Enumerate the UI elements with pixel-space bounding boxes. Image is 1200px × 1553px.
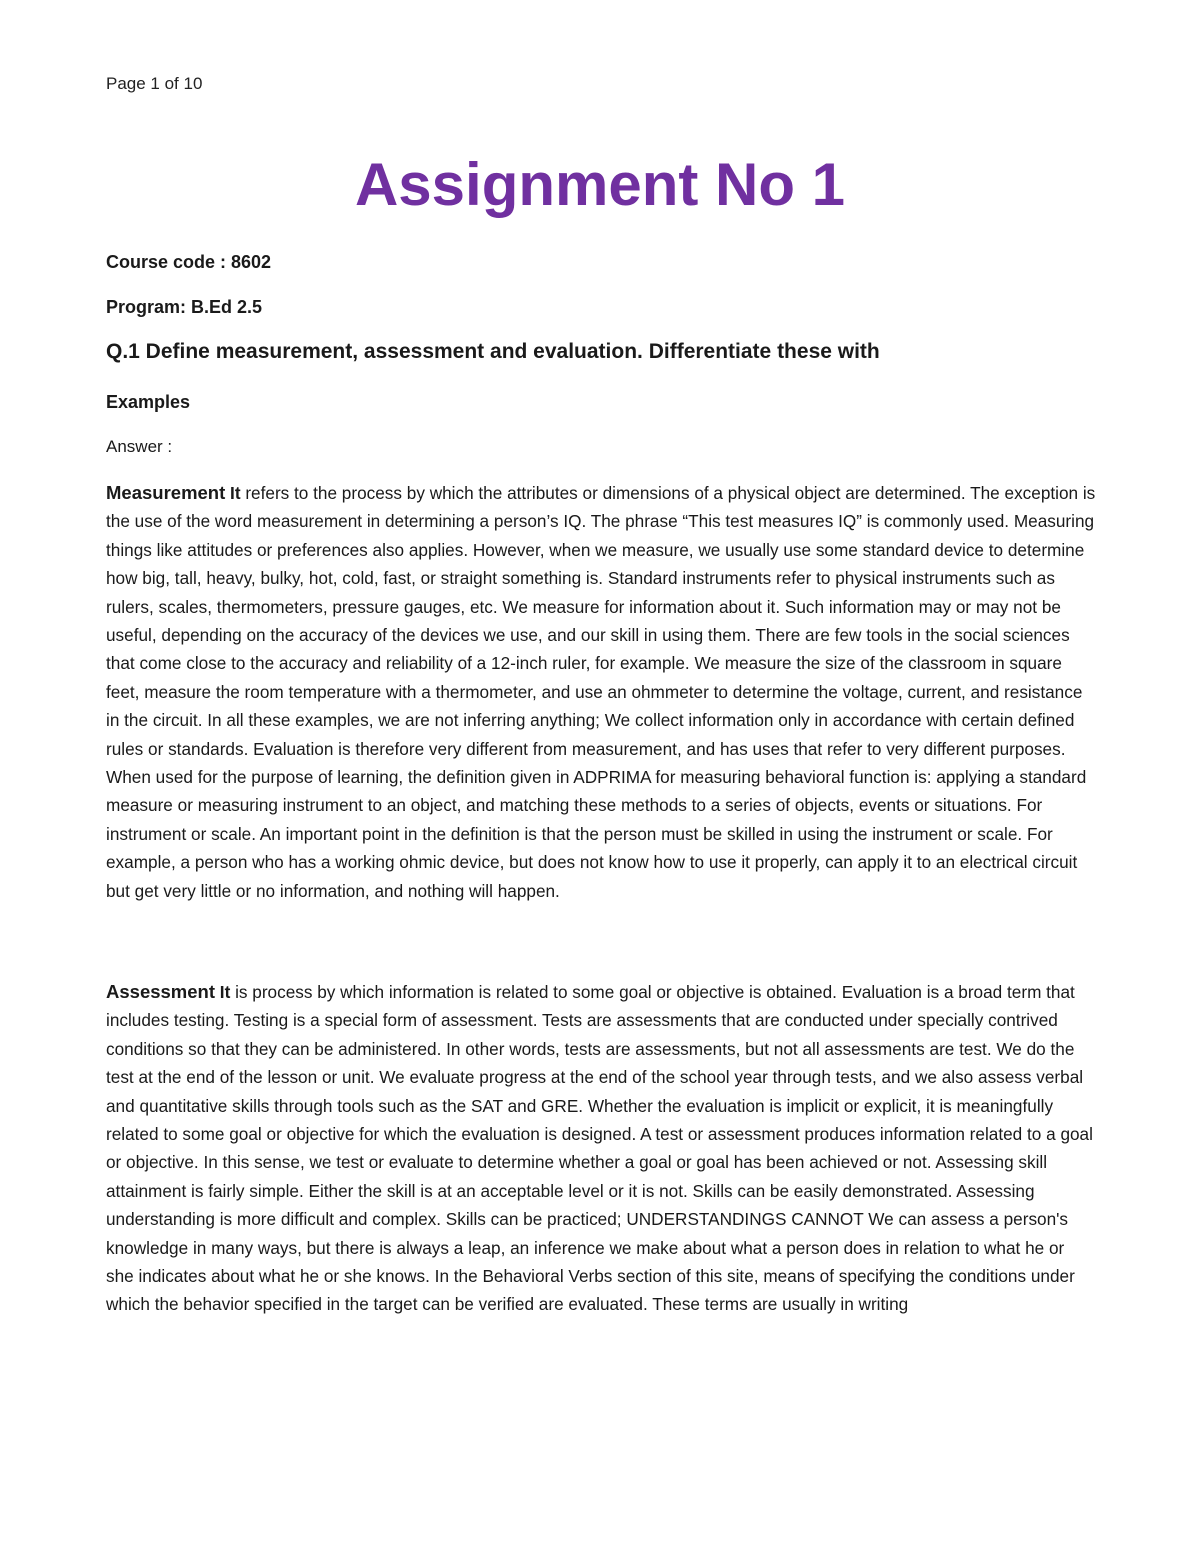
answer-label: Answer : [106,437,173,456]
measurement-lead: It [225,483,241,503]
question-heading: Q.1 Define measurement, assessment and evaluation. Differentiate these with [106,340,880,363]
question-heading-continued: Examples [106,392,191,412]
assessment-text: is process by which information is related to some goal or objective is obtained. Evaluation is a broad term that includes testing. Testing is a special form of assessment. Tests are assessments that are conducted under specially contrived conditions so that they can be administered. In other words, tests are assessments, but not all assessments are test. We do the test at the end of the lesson or unit. We evaluate progress at the end of the school year through tests, and we also assess verbal and quantitative skills through tools such as the SAT and GRE. Whether the evaluation is implicit or explicit, it is meaningfully related to some goal or objective for which the evaluation is designed. A test or assessment produces information related to a goal or objective. In this sense, we test or evaluate to determine whether a goal or goal has been achieved or not. Assessing skill attainment is fairly simple. Either the skill is at an acceptable level or it is not. Skills can be easily demonstrated. Assessing understanding is more difficult and complex. Skills can be practiced; UNDERSTANDINGS CANNOT We can assess a person's knowledge in many ways, but there is always a leap, an inference we make about what a person does in relation to what he or she indicates about what he or she knows. In the Behavioral Verbs section of this site, means of specifying the conditions under which the behavior specified in the target can be verified are evaluated. These terms are usually in writing [106,982,1093,1315]
measurement-text: refers to the process by which the attributes or dimensions of a physical object are determined. The exception is the use of the word measurement in determining a person’s IQ. The phrase “This test measures IQ” is commonly used. Measuring things like attitudes or preferences also applies. However, when we measure, we usually use some standard device to determine how big, tall, heavy, bulky, hot, cold, fast, or straight something is. Standard instruments refer to physical instruments such as rulers, scales, thermometers, pressure gauges, etc. We measure for information about it. Such information may or may not be useful, depending on the accuracy of the devices we use, and our skill in using them. There are few tools in the social sciences that come close to the accuracy and reliability of a 12-inch ruler, for example. We measure the size of the classroom in square feet, measure the room temperature with a thermometer, and use an ohmmeter to determine the voltage, current, and resistance in the circuit. In all these examples, we are not inferring anything; We collect information only in accordance with certain defined rules or standards. Evaluation is therefore very different from measurement, and has uses that refer to very different purposes. When used for the purpose of learning, the definition given in ADPRIMA for measuring behavioral function is: applying a standard measure or measuring instrument to an object, and matching these methods to a series of objects, events or situations. For instrument or scale. An important point in the definition is that the person must be skilled in using the instrument or scale. For example, a person who has a working ohmic device, but does not know how to use it properly, can apply it to an electrical circuit but get very little or no information, and nothing will happen. [106,483,1096,901]
program-line: Program: B.Ed 2.5 [106,297,263,317]
assessment-paragraph [106,978,1096,1319]
page-number: Page 1 of 10 [106,74,203,93]
assignment-title: Assignment No 1 [354,151,846,218]
measurement-term: Measurement [106,482,226,503]
course-code: Course code : 8602 [106,252,272,272]
assessment-lead: It [215,982,231,1002]
measurement-paragraph [106,479,1096,905]
assessment-term: Assessment [106,981,216,1002]
